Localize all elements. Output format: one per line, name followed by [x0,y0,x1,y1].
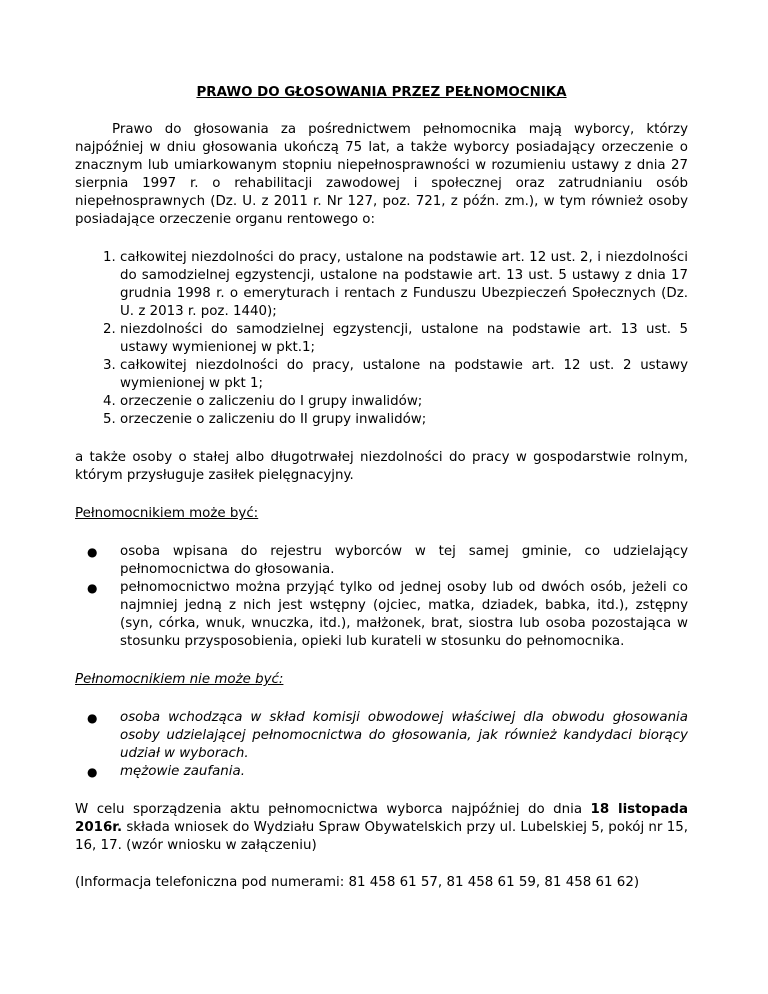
numbered-list [75,249,688,429]
numbered-item-5: 5. orzeczenie o zaliczeniu do II grupy inwalidów; [120,411,688,429]
numbered-item-4: 4. orzeczenie o zaliczeniu do I grupy inwalidów; [120,393,688,411]
cannot-be-heading: Pełnomocnikiem nie może być: [75,672,284,687]
can-be-heading: Pełnomocnikiem może być: [75,506,259,521]
list-item [87,543,688,579]
cannot-be-list [75,709,688,781]
list-item [87,763,688,781]
list-item-text: pełnomocnictwo można przyjąć tylko od jednej osoby lub od dwóch osób, jeżeli co najmniej jedną z nich jest wstępny (ojciec, matka, dziadek, babka, itd.), zstępny (syn, córka, wnuk, wnuczka, itd.), małżonek, brat, siostra lub osoba pozostająca w stosunku przysposobienia, opieki lub kurateli w stosunku do pełnomocnika. [120,580,688,649]
also-paragraph: a także osoby o stałej albo długotrwałej niezdolności do pracy w gospodarstwie rolnym, którym przysługuje zasiłek pielęgnacyjny. [75,450,688,483]
numbered-item-1: 1. całkowitej niezdolności do pracy, ustalone na podstawie art. 12 ust. 2, i niezdolności do samodzielnej egzystencji, ustalone na podstawie art. 13 ust. 5 ustawy z dnia 17 grudnia 1998 r. o emeryturach i rentach z Funduszu Ubezpieczeń Społecznych (Dz. U. z 2013 r. poz. 1440); [120,249,688,321]
bullet-icon: ● [87,765,98,779]
phone-info: (Informacja telefoniczna pod numerami: 81 458 61 57, 81 458 61 59, 81 458 61 62) [75,875,640,890]
document-title: PRAWO DO GŁOSOWANIA PRZEZ PEŁNOMOCNIKA [196,85,567,100]
numbered-item-2: 2. niezdolności do samodzielnej egzystencji, ustalone na podstawie art. 13 ust. 5 ustawy wymienionej w pkt.1; [120,321,688,357]
can-be-list [75,543,688,651]
bullet-icon: ● [87,581,98,595]
bullet-icon: ● [87,711,98,725]
list-item [87,579,688,651]
bullet-icon: ● [87,545,98,559]
deadline-text-before: W celu sporządzenia aktu pełnomocnictwa wyborca najpóźniej do dnia [75,802,591,817]
deadline-paragraph [75,801,688,855]
numbered-item-3: 3. całkowitej niezdolności do pracy, ustalone na podstawie art. 12 ust. 2 ustawy wymienionej w pkt 1; [120,357,688,393]
document-page [75,84,688,892]
deadline-date: 18 listopada 2016r. [75,802,688,835]
list-item-text: osoba wchodząca w skład komisji obwodowej właściwej dla obwodu głosowania osoby udzielającej pełnomocnictwa do głosowania, jak również kandydaci biorący udział w wyborach. [120,710,688,761]
list-item-text: mężowie zaufania. [120,764,245,779]
intro-paragraph: Prawo do głosowania za pośrednictwem pełnomocnika mają wyborcy, którzy najpóźniej w dniu głosowania ukończą 75 lat, a także wyborcy posiadający orzeczenie o znacznym lub umiarkowanym stopniu niepełnosprawności w rozumieniu ustawy z dnia 27 sierpnia 1997 r. o rehabilitacji zawodowej i społecznej oraz zatrudnianiu osób niepełnosprawnych (Dz. U. z 2011 r. Nr 127, poz. 721, z późn. zm.), w tym również osoby posiadające orzeczenie organu rentowego o: [75,122,688,227]
list-item-text: osoba wpisana do rejestru wyborców w tej samej gminie, co udzielający pełnomocnictwa do głosowania. [120,544,688,577]
deadline-text-after: składa wniosek do Wydziału Spraw Obywatelskich przy ul. Lubelskiej 5, pokój nr 15, 16, 17. (wzór wniosku w załączeniu) [75,820,688,853]
list-item [87,709,688,763]
